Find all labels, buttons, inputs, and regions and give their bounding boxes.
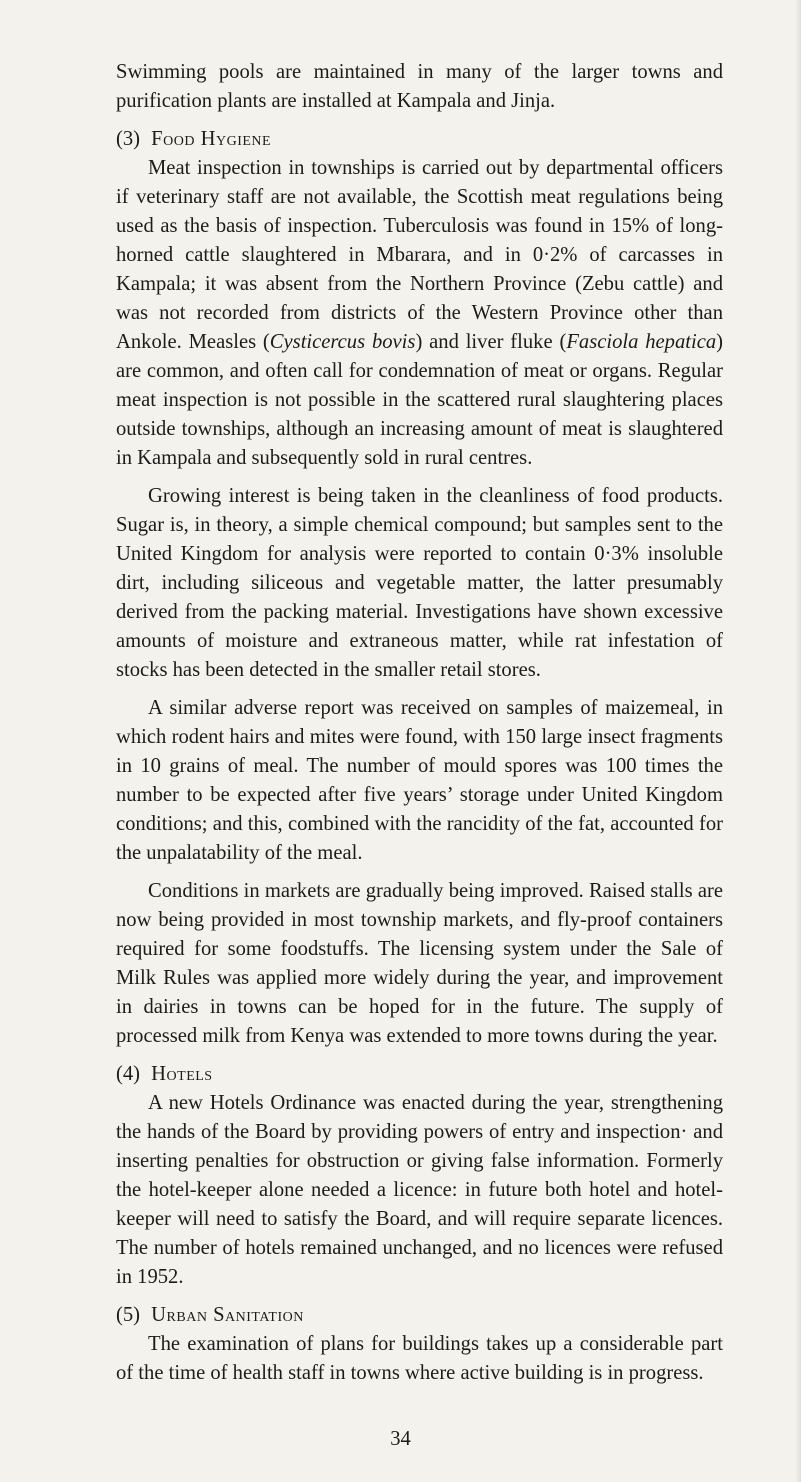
- meat-inspection-paragraph: [116, 154, 723, 473]
- section-number: (3): [116, 128, 141, 150]
- text-run: ) and liver fluke (: [415, 331, 567, 353]
- species-name: Cysticercus bovis: [269, 331, 416, 353]
- text-run: Meat inspection in townships is carried out by departmental officers if veterinary staff are not available, the Scottish meat regulations being used as the basis of inspection. Tuberculosis was found in 15% of long-horned cattle slaughtered in Mbarara, and in 0·2% of carcasses in Kampala; it was absent from the Northern Province (Zebu cattle) and was not recorded from districts of the Western Province other than Ankole. Measles (: [116, 157, 723, 353]
- section-heading-hotels: [116, 1060, 723, 1089]
- food-cleanliness-paragraph: Growing interest is being taken in the cleanliness of food products. Sugar is, in theory, a simple chemical compound; but samples sent to the United Kingdom for analysis were reported to contain 0·3% insoluble dirt, including siliceous and vegetable matter, the latter presumably derived from the packing material. Investigations have shown excessive amounts of moisture and extraneous matter, while rat infestation of stocks has been detected in the smaller retail stores.: [116, 485, 723, 681]
- text-run: ) are common, and often call for condemnation of meat or organs. Regular meat inspection is not possible in the scattered rural slaughtering places outside townships, although an increasing amount of meat is slaughtered in Kampala and subsequently sold in rural centres.: [116, 331, 723, 469]
- section-number: (5): [116, 1304, 141, 1326]
- section-title: Food Hygiene: [151, 128, 272, 150]
- maizemeal-paragraph: A similar adverse report was received on samples of maizemeal, in which rodent hairs and mites were found, with 150 large insect fragments in 10 grains of meal. The number of mould spores was 100 times the number to be expected after five years’ storage under United Kingdom conditions; and this, combined with the rancidity of the fat, accounted for the unpalatability of the meal.: [116, 697, 723, 864]
- page-edge-shadow: [795, 0, 801, 1482]
- section-heading-urban-sanitation: [116, 1301, 723, 1330]
- markets-paragraph: Conditions in markets are gradually being improved. Raised stalls are now being provided in most township markets, and fly-proof containers required for some foodstuffs. The licensing system under the Sale of Milk Rules was applied more widely during the year, and improvement in dairies in towns can be hoped for in the future. The supply of processed milk from Kenya was extended to more towns during the year.: [116, 880, 723, 1047]
- section-number: (4): [116, 1063, 141, 1085]
- section-title: Hotels: [151, 1063, 213, 1085]
- page-number-text: 34: [390, 1428, 411, 1450]
- intro-paragraph: Swimming pools are maintained in many of the larger towns and purification plants are installed at Kampala and Jinja.: [116, 61, 723, 112]
- species-name: Fasciola hepatica: [566, 331, 717, 353]
- hotels-paragraph: A new Hotels Ordinance was enacted during the year, strengthening the hands of the Board by providing powers of entry and inspection· and inserting penalties for obstruction or giving false information. Formerly the hotel-keeper alone needed a licence: in future both hotel and hotel-keeper will need to satisfy the Board, and will require separate licences. The number of hotels remained unchanged, and no licences were refused in 1952.: [116, 1092, 723, 1288]
- section-title: Urban Sanitation: [151, 1304, 304, 1326]
- urban-sanitation-paragraph: The examination of plans for buildings takes up a considerable part of the time of health staff in towns where active building is in progress.: [116, 1333, 723, 1384]
- section-heading-food-hygiene: [116, 125, 723, 154]
- page-number: [0, 1428, 801, 1451]
